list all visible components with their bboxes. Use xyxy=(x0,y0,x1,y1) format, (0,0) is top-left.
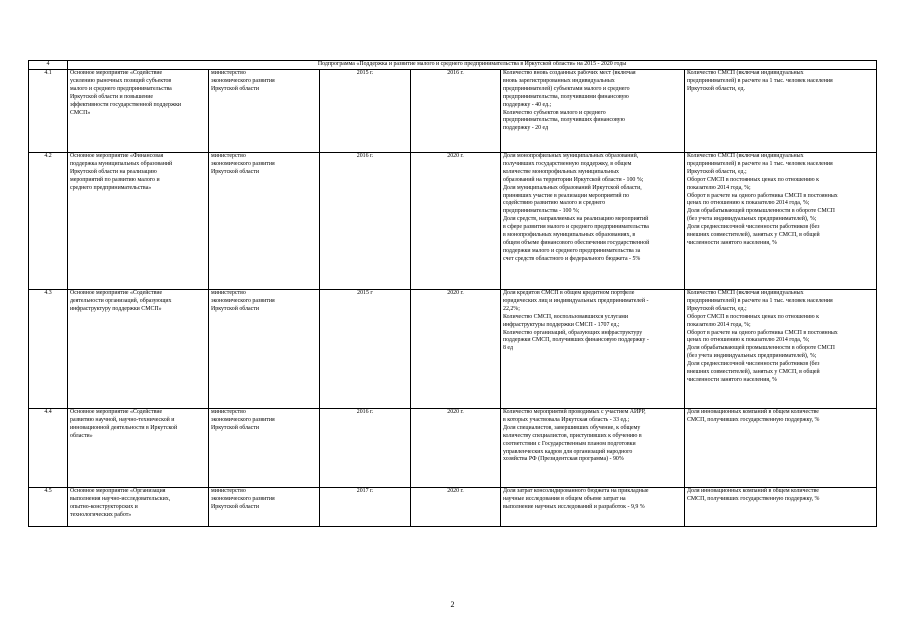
executor-cell xyxy=(209,290,320,409)
measure-name-line: Основное мероприятие «Содействие xyxy=(70,409,163,415)
target-indicator-line: внешних совместителей), занятых у СМСП, в общей xyxy=(687,232,820,239)
executor-line: Иркутской области xyxy=(211,168,260,175)
executor-line: министерство xyxy=(211,153,246,159)
end-year-cell: 2020 г. xyxy=(411,153,501,290)
row-number-cell: 4.3 xyxy=(29,290,68,409)
direct-result-line: соответствии с Государственным планом подготовки xyxy=(503,440,636,447)
target-indicator-line: СМСП, получивших государственную поддержку, % xyxy=(687,416,820,423)
direct-result-cell xyxy=(501,153,685,290)
direct-result-line: Доля средств, направляемых на реализацию мероприятий xyxy=(503,216,649,223)
target-indicator-line: (без учета индивидуальных предпринимателей), %; xyxy=(687,216,817,223)
subprogram-header-row xyxy=(29,61,877,70)
measure-name-line: развитию научной, научно-технической и xyxy=(70,416,175,423)
direct-result-line: 22,2%; xyxy=(503,305,520,312)
program-table xyxy=(28,60,877,527)
subprogram-title: Подпрограмма «Поддержка и развитие малого и среднего предпринимательства в Иркутской области» на 2015 - 2020 годы xyxy=(68,61,877,70)
executor-line: экономического развития xyxy=(211,297,275,304)
end-year-cell: 2016 г. xyxy=(411,70,501,153)
direct-result-line: вновь зарегистрированных индивидуальных xyxy=(503,77,615,84)
measure-name-line: Иркутской области и повышение xyxy=(70,93,154,100)
direct-result-line: предпринимательства, получивших финансовую xyxy=(503,117,625,124)
direct-result-line: образований на территории Иркутской области - 100 %; xyxy=(503,176,644,183)
row-number-cell: 4.4 xyxy=(29,409,68,488)
target-indicator-line: Оборот СМСП в постоянных ценах по отношению к xyxy=(687,176,819,183)
measure-name-line: инновационной деятельности в Иркутской xyxy=(70,424,178,431)
target-indicator-line: (без учета индивидуальных предпринимателей), %; xyxy=(687,353,817,360)
target-indicator-line: ценах по отношению к показателю 2014 года, %; xyxy=(687,337,810,344)
table-row xyxy=(29,488,877,527)
target-indicator-line: Оборот в расчете на одного работника СМСП в постоянных xyxy=(687,192,838,199)
row-number-cell: 4.5 xyxy=(29,488,68,527)
measure-name-line: технологических работ» xyxy=(70,511,132,518)
target-indicator-line: Количество СМСП (включая индивидуальных xyxy=(687,153,804,159)
measure-name-line: мероприятий по развитию малого и xyxy=(70,176,160,183)
measure-name-cell xyxy=(68,70,209,153)
target-indicator-line: Оборот СМСП в постоянных ценах по отношению к xyxy=(687,313,819,320)
target-indicator-line: предпринимателей) в расчете на 1 тыс. человек населения xyxy=(687,77,833,84)
measure-name-cell xyxy=(68,290,209,409)
executor-cell xyxy=(209,488,320,527)
measure-name-line: Иркутской области на реализацию xyxy=(70,168,157,175)
end-year-cell: 2020 г. xyxy=(411,290,501,409)
start-year-cell: 2015 г. xyxy=(320,70,411,153)
row-number-cell: 4.1 xyxy=(29,70,68,153)
page-number: 2 xyxy=(450,600,455,609)
measure-name-line: Основное мероприятие «Организация xyxy=(70,488,166,494)
direct-result-line: Количество вновь созданных рабочих мест (включая xyxy=(503,70,636,76)
target-indicator-line: Количество СМСП (включая индивидуальных xyxy=(687,70,804,76)
direct-result-line: в которых участвовала Иркутская область - 33 ед.; xyxy=(503,416,630,423)
table-row xyxy=(29,409,877,488)
measure-name-line: Основное мероприятие «Содействие xyxy=(70,70,163,76)
executor-line: министерство xyxy=(211,488,246,494)
direct-result-line: счет средств областного и федерального бюджета - 5% xyxy=(503,255,641,262)
target-indicator-cell xyxy=(685,290,877,409)
direct-result-line: в сфере развития малого и среднего предпринимательства xyxy=(503,224,649,231)
direct-result-line: Доля специалистов, завершивших обучение, к общему xyxy=(503,424,641,431)
direct-result-line: общем объеме финансового обеспечения государственной xyxy=(503,239,650,246)
executor-line: министерство xyxy=(211,409,246,415)
direct-result-line: управленческих кадров для организаций народного xyxy=(503,448,633,455)
direct-result-line: Количество СМСП, воспользовавшихся услугами xyxy=(503,313,629,320)
measure-name-line: Основное мероприятие «Содействие xyxy=(70,290,163,296)
executor-line: Иркутской области xyxy=(211,503,260,510)
direct-result-line: предпринимательства - 100 %; xyxy=(503,208,580,215)
direct-result-line: поддержку - 40 ед.; xyxy=(503,101,552,108)
target-indicator-cell xyxy=(685,488,877,527)
direct-result-cell xyxy=(501,488,685,527)
measure-name-cell xyxy=(68,488,209,527)
table-row xyxy=(29,153,877,290)
target-indicator-line: ценах по отношению к показателю 2014 года, %; xyxy=(687,200,810,207)
measure-name-line: поддержка муниципальных образований xyxy=(70,160,173,167)
measure-name-line: деятельности организаций, образующих xyxy=(70,297,172,304)
direct-result-line: в монопрофильных муниципальных образованиях, в xyxy=(503,232,636,239)
target-indicator-line: численности занятого населения, % xyxy=(687,239,777,246)
target-indicator-cell xyxy=(685,70,877,153)
executor-cell xyxy=(209,70,320,153)
target-indicator-line: Доля обрабатывающей промышленности в обороте СМСП xyxy=(687,345,835,352)
executor-line: министерство xyxy=(211,290,246,296)
direct-result-cell xyxy=(501,409,685,488)
target-indicator-line: Иркутской области, ед.; xyxy=(687,168,747,175)
measure-name-line: выполнения научно-исследовательских, xyxy=(70,495,171,502)
target-indicator-line: показателю 2014 года, %; xyxy=(687,184,751,191)
measure-name-cell xyxy=(68,153,209,290)
measure-name-line: инфраструктуру поддержки СМСП» xyxy=(70,305,162,312)
direct-result-line: количестве монопрофильных муниципальных xyxy=(503,168,619,175)
target-indicator-line: Доля инновационных компаний в общем количестве xyxy=(687,488,819,494)
target-indicator-cell xyxy=(685,409,877,488)
target-indicator-line: Доля среднесписочной численности работников (без xyxy=(687,224,820,231)
target-indicator-line: Доля среднесписочной численности работников (без xyxy=(687,361,820,368)
direct-result-line: предпринимательства, получившими финансовую xyxy=(503,93,629,100)
measure-name-line: среднего предпринимательства» xyxy=(70,184,152,191)
executor-line: Иркутской области xyxy=(211,85,260,92)
row-number-cell: 4.2 xyxy=(29,153,68,290)
direct-result-line: поддержки малого и среднего предпринимательства за xyxy=(503,247,641,254)
executor-line: экономического развития xyxy=(211,160,275,167)
direct-result-line: Количество субъектов малого и среднего xyxy=(503,109,606,116)
subprogram-number: 4 xyxy=(29,61,68,70)
direct-result-line: принявших участие в реализации мероприятий по xyxy=(503,192,630,199)
target-indicator-cell xyxy=(685,153,877,290)
table-row xyxy=(29,70,877,153)
direct-result-line: Доля монопрофильных муниципальных образований, xyxy=(503,153,639,159)
direct-result-cell xyxy=(501,290,685,409)
executor-line: министерство xyxy=(211,70,246,76)
measure-name-line: опытно-конструкторских и xyxy=(70,503,138,510)
target-indicator-line: внешних совместителей), занятых у СМСП, в общей xyxy=(687,369,820,376)
direct-result-line: юридических лиц и индивидуальных предпринимателей - xyxy=(503,297,649,304)
direct-result-line: Доля кредитов СМСП в общем кредитном портфеле xyxy=(503,290,635,296)
executor-cell xyxy=(209,409,320,488)
direct-result-line: Доля затрат консолидированного бюджета на прикладные xyxy=(503,488,649,494)
measure-name-line: Основное мероприятие «Финансовая xyxy=(70,153,164,159)
start-year-cell: 2015 г xyxy=(320,290,411,409)
table-row xyxy=(29,290,877,409)
direct-result-line: количеству специалистов, приступивших к обучению в xyxy=(503,432,642,439)
measure-name-line: малого и среднего предпринимательства xyxy=(70,85,172,92)
target-indicator-line: предпринимателей) в расчете на 1 тыс. человек населения xyxy=(687,160,833,167)
direct-result-line: поддержки СМСП, получивших финансовую поддержку - xyxy=(503,337,649,344)
target-indicator-line: показателю 2014 года, %; xyxy=(687,321,751,328)
target-indicator-line: предпринимателей) в расчете на 1 тыс. человек населения xyxy=(687,297,833,304)
executor-line: Иркутской области xyxy=(211,305,260,312)
measure-name-line: области» xyxy=(70,432,93,439)
executor-line: экономического развития xyxy=(211,77,275,84)
target-indicator-line: Количество СМСП (включая индивидуальных xyxy=(687,290,804,296)
direct-result-line: предпринимателей) субъектами малого и среднего xyxy=(503,85,630,92)
end-year-cell: 2020 г. xyxy=(411,488,501,527)
measure-name-cell xyxy=(68,409,209,488)
start-year-cell: 2016 г. xyxy=(320,409,411,488)
direct-result-line: содействию развитию малого и среднего xyxy=(503,200,606,207)
direct-result-line: поддержку - 20 ед xyxy=(503,125,549,132)
direct-result-line: 8 ед xyxy=(503,345,513,352)
direct-result-line: хозяйства РФ (Президентская программа) - 90% xyxy=(503,456,624,463)
end-year-cell: 2020 г. xyxy=(411,409,501,488)
direct-result-line: Количество организаций, образующих инфраструктуру xyxy=(503,329,643,336)
direct-result-line: Доля муниципальных образований Иркутской области, xyxy=(503,184,642,191)
start-year-cell: 2017 г. xyxy=(320,488,411,527)
executor-line: экономического развития xyxy=(211,495,275,502)
direct-result-line: выполнение научных исследований и разработок - 9,9 % xyxy=(503,503,645,510)
target-indicator-line: СМСП, получивших государственную поддержку, % xyxy=(687,495,820,502)
measure-name-line: эффективности государственной поддержки xyxy=(70,101,182,108)
measure-name-line: усилению рыночных позиций субъектов xyxy=(70,77,172,84)
direct-result-line: научные исследования в общем объеме затрат на xyxy=(503,495,626,502)
executor-line: Иркутской области xyxy=(211,424,260,431)
target-indicator-line: Доля обрабатывающей промышленности в обороте СМСП xyxy=(687,208,835,215)
executor-cell xyxy=(209,153,320,290)
target-indicator-line: численности занятого населения, % xyxy=(687,376,777,383)
target-indicator-line: Иркутской области, ед. xyxy=(687,85,745,92)
direct-result-line: инфраструктуры поддержки СМСП - 1707 ед.; xyxy=(503,321,620,328)
target-indicator-line: Оборот в расчете на одного работника СМСП в постоянных xyxy=(687,329,838,336)
executor-line: экономического развития xyxy=(211,416,275,423)
target-indicator-line: Доля инновационных компаний в общем количестве xyxy=(687,409,819,415)
target-indicator-line: Иркутской области, ед.; xyxy=(687,305,747,312)
measure-name-line: СМСП» xyxy=(70,109,91,116)
start-year-cell: 2016 г. xyxy=(320,153,411,290)
direct-result-cell xyxy=(501,70,685,153)
direct-result-line: Количество мероприятий проводимых с участием АИРР, xyxy=(503,409,646,415)
direct-result-line: получивших государственную поддержку, в общем xyxy=(503,160,632,167)
